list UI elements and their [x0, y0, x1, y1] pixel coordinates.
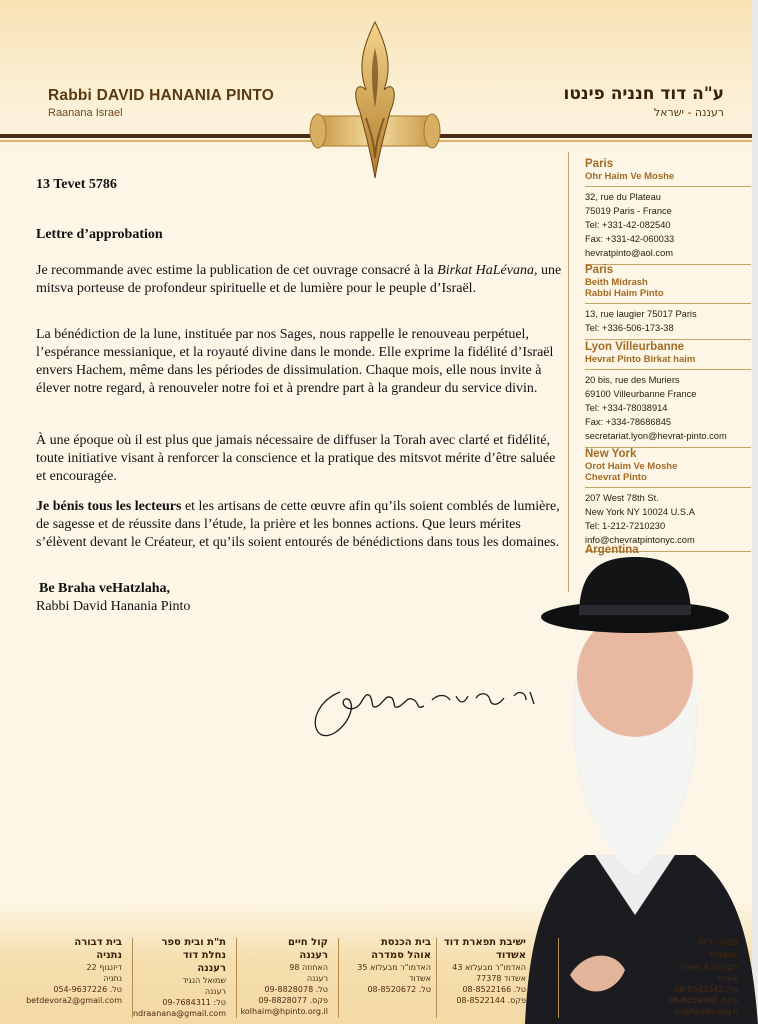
- institution-name: ישיבת תפארת דוד: [443, 937, 526, 948]
- divider: [585, 487, 751, 488]
- phone-line: Tel: +334-78038914: [585, 403, 668, 413]
- paragraph-1: [36, 262, 566, 298]
- branch-org: Chevrat Pinto: [585, 472, 647, 483]
- branch-city: New York: [585, 448, 637, 460]
- divider: [132, 938, 133, 1018]
- institution-name: פניני דוד: [697, 937, 738, 948]
- branch-org: Orot Haim Ve Moshe: [585, 461, 678, 472]
- divider: [558, 938, 559, 1018]
- paragraph-text: et les artisans de cette œuvre afin qu’ils soient comblés de lumière, de sagesse et de réussite dans l’étude, la prière et les bonnes actions. Que leurs mérites s’élèvent devant le Créateur, et qu’ils soient entourés de bénédictions dans tous les domaines.: [36, 499, 560, 550]
- footer-line: טל. 08-8520672: [367, 985, 431, 994]
- footer-line: האדמו"ר מבעלזא 35: [357, 963, 431, 972]
- branch-city: Lyon Villeurbanne: [585, 341, 685, 353]
- address-line: 13, rue laugier 75017 Paris: [585, 309, 697, 319]
- paragraph-3: À une époque où il est plus que jamais nécessaire de diffuser la Torah avec clarté et fidélité, toute initiative visant à renforcer la conscience et la pratique des mitsvot mérite d’être saluée et encouragée.: [36, 433, 556, 484]
- footer-col-kol-haim: [242, 936, 328, 1017]
- institution-city: אוהל סמדרה: [371, 950, 431, 961]
- header-location-en: Raanana Israel: [48, 107, 123, 119]
- letter-title: Lettre d’approbation: [36, 227, 163, 242]
- footer-col-nachalat-david: [132, 936, 226, 1019]
- paragraph-4: [36, 498, 566, 552]
- footer-col-pninei-david: [652, 936, 738, 1017]
- header-name-en: Rabbi DAVID HANANIA PINTO: [48, 87, 275, 104]
- institution-name: קול חיים: [287, 937, 328, 948]
- footer-line: ndraanana@gmail.com: [132, 1009, 226, 1018]
- divider: [585, 369, 751, 370]
- footer-line: ct@hpinto.org.il: [674, 1007, 738, 1016]
- institution-name: ת"ת ובית ספר: [161, 937, 226, 948]
- torch-scroll-logo-icon: [300, 18, 450, 188]
- footer-line: טל. 09-8828078: [264, 985, 328, 994]
- branch-org: Ohr Haim Ve Moshe: [585, 171, 675, 182]
- branch-lyon: [585, 341, 755, 448]
- footer-line: טל. 08-8543342: [674, 985, 738, 994]
- header-location-he: רעננה - ישראל: [653, 106, 724, 119]
- footer-line: betdevora2@gmail.com: [26, 996, 122, 1005]
- address-line: 32, rue du Plateau: [585, 192, 661, 202]
- divider: [236, 938, 237, 1018]
- phone-line: Tel: +336-506-173-38: [585, 323, 674, 333]
- footer-line: kolhaim@hpinto.org.il: [240, 1007, 328, 1016]
- footer-col-yeshiva: [440, 936, 526, 1006]
- address-line: 75019 Paris - France: [585, 206, 672, 216]
- footer-line: טל. 08-8522166: [462, 985, 526, 994]
- footer-col-synagogue: [345, 936, 431, 995]
- address-line: 20 bis, rue des Muriers: [585, 375, 680, 385]
- paragraph-text: , une mitsva porteuse de profondeur spirituelle et de lumière pour le peuple d’Israël.: [36, 263, 562, 296]
- institution-name: בית דבורה: [74, 937, 122, 948]
- footer-line: פקס. 08-8659498: [668, 996, 738, 1005]
- branch-org: Rabbi Haim Pinto: [585, 288, 664, 299]
- email-line: hevratpinto@aol.com: [585, 248, 673, 258]
- email-line: info@chevratpintonyc.com: [585, 535, 695, 545]
- institution-city: רעננה: [197, 963, 226, 974]
- signer-name: Rabbi David Hanania Pinto: [36, 599, 191, 614]
- blessing-emphasis: Je bénis tous les lecteurs: [36, 499, 182, 514]
- divider: [585, 303, 751, 304]
- footer-line: האדמו"ר מבעלזא 43: [452, 963, 526, 972]
- branch-city: Paris: [585, 158, 614, 170]
- footer-line: אשדוד: [716, 974, 738, 983]
- divider: [585, 339, 751, 340]
- footer-line: אשדוד 77378: [476, 974, 526, 983]
- address-line: 207 West 78th St.: [585, 493, 659, 503]
- footer-line: פקס. 09-8828077: [258, 996, 328, 1005]
- closing-phrase: Be Braha veHatzlaha,: [39, 581, 171, 596]
- institution-city: אשדוד: [707, 950, 738, 961]
- address-line: 69100 Villeurbanne France: [585, 389, 697, 399]
- book-title: Birkat HaLévana: [437, 263, 534, 278]
- branch-new-york: [585, 448, 755, 552]
- divider: [338, 938, 339, 1018]
- institution-city: נתניה: [96, 950, 122, 961]
- approbation-letter: [36, 176, 566, 614]
- paragraph-2: La bénédiction de la lune, instituée par nos Sages, nous rappelle le renouveau perpétuel, l’espérance messianique, et la royauté divine dans le monde. Elle exprime la fidélité d’Israël envers Hachem, même dans les périodes de dissimulation. Chaque mois, elle nous invite à élever notre regard, à renouveler notre foi et à prendre part à la grandeur du service divin.: [36, 327, 554, 396]
- branch-org: Beith Midrash: [585, 277, 648, 288]
- footer-line: שמואל הנגיד: [182, 976, 226, 985]
- footer-line: רעננה: [204, 987, 226, 996]
- address-line: New York NY 10024 U.S.A: [585, 507, 695, 517]
- footer-line: טל: 09-7684311: [162, 998, 226, 1007]
- branch-addresses-sidebar: [568, 152, 753, 592]
- phone-line: Tel: 1-212-7210230: [585, 521, 666, 531]
- footer-line: הקליטה 3 (סיטי): [679, 963, 738, 972]
- institution-city: אשדוד: [495, 950, 526, 961]
- fax-line: Fax: +331-42-060033: [585, 234, 675, 244]
- branch-org: Hevrat Pinto Birkat haim: [585, 354, 696, 365]
- paragraph-text: Je recommande avec estime la publication de cet ouvrage consacré à la: [36, 263, 438, 278]
- branch-paris-ohr-haim: [585, 158, 755, 265]
- footer-line: רעננה: [306, 974, 328, 983]
- phone-line: Tel: +331-42-082540: [585, 220, 671, 230]
- footer-line: דיזנגוף 22: [86, 963, 122, 972]
- footer-col-beit-devora: [26, 936, 122, 1006]
- footer-line: פקס. 08-8522144: [456, 996, 526, 1005]
- fax-line: Fax: +334-78686845: [585, 417, 672, 427]
- divider: [436, 938, 437, 1018]
- footer-line: טל. 054-9637226: [53, 985, 122, 994]
- institution-name: בית הכנסת: [380, 937, 431, 948]
- divider: [585, 186, 751, 187]
- footer-line: נתניה: [103, 974, 122, 983]
- branch-city: Argentina: [585, 544, 639, 556]
- institution-name: נחלת דוד: [183, 950, 226, 961]
- branch-city: Paris: [585, 264, 614, 276]
- footer-institutions: [0, 930, 752, 1024]
- branch-paris-beith-midrash: [585, 264, 755, 340]
- header-name-he: ע"ה דוד חנניה פינטו: [563, 84, 724, 104]
- footer-line: אשדוד: [409, 974, 431, 983]
- email-line: secretariat.lyon@hevrat-pinto.com: [585, 431, 727, 441]
- letter-date: 13 Tevet 5786: [36, 177, 117, 192]
- institution-city: רעננה: [299, 950, 328, 961]
- footer-line: האחוזה 98: [289, 963, 328, 972]
